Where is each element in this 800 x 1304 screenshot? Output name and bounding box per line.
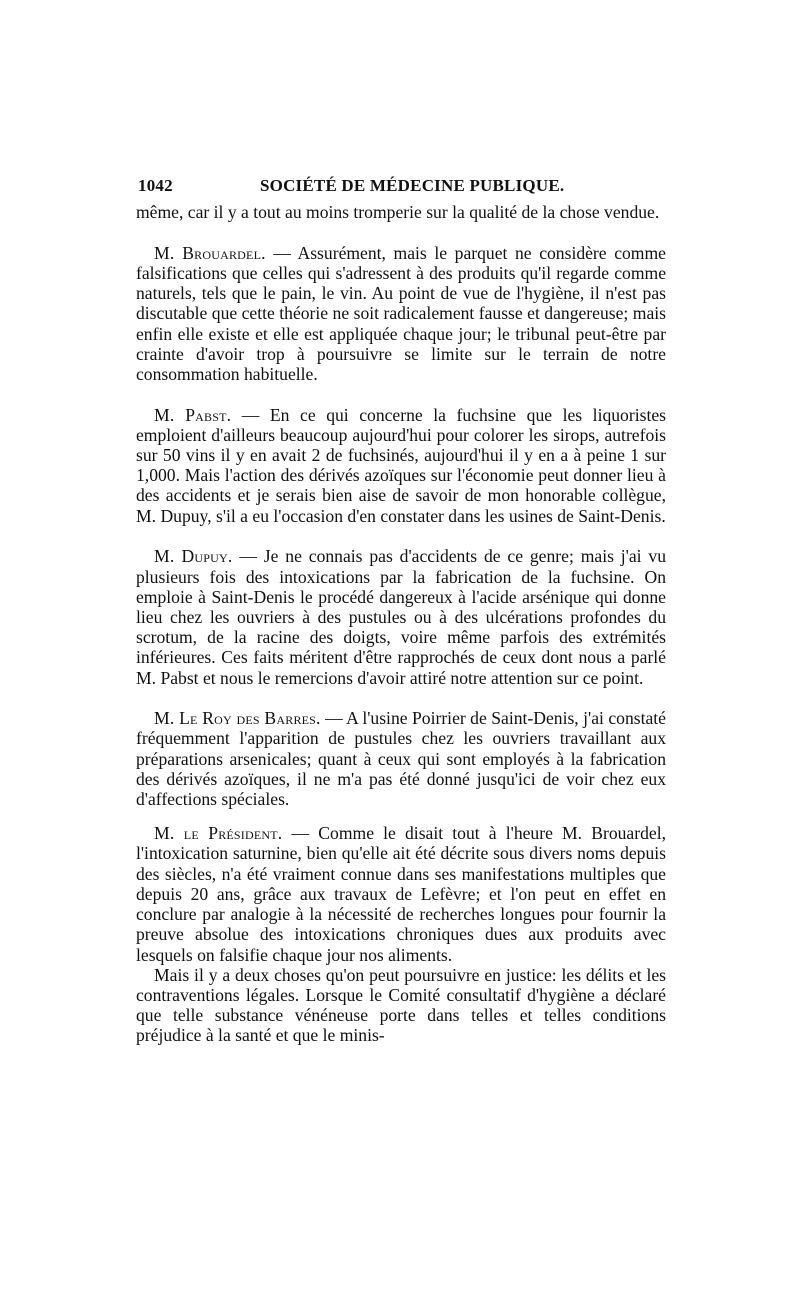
page [136, 176, 666, 1046]
speaker-name: M. Le Roy des Barres. [154, 708, 321, 729]
speaker-name: M. Dupuy. [154, 546, 233, 567]
paragraph-text: même, car il y a tout au moins tromperie sur la qualité de la chose vendue. [136, 202, 660, 222]
running-title: SOCIÉTÉ DE MÉDECINE PUBLIQUE. [260, 176, 565, 195]
page-number: 1042 [138, 176, 173, 195]
speaker-name: M. Pabst. [154, 404, 232, 425]
paragraph-dupuy [136, 546, 666, 687]
speaker-name: M. Brouardel. [154, 242, 266, 263]
paragraph-continuation [136, 202, 666, 222]
paragraph-text: — Je ne connais pas d'accidents de ce genre; mais j'ai vu plusieurs fois des intoxications par la fabrication de la fuchsine. On emploie à Saint-Denis le procédé dangereux à l'acide arsénique qui donne lieu chez les ouvriers à des pustules ou à des ulcérations profondes du scrotum, de la racine des doigts, voire même parfois des extrémités inférieures. Ces faits méritent d'être rapprochés de ceux dont nous a parlé M. Pabst et nous le remercions d'avoir attiré notre attention sur ce point. [136, 546, 666, 688]
running-head [136, 176, 666, 202]
paragraph-text: — Assurément, mais le parquet ne considère comme falsifications que celles qui s'adressent à des produits qu'il regarde comme naturels, tels que le pain, le vin. Au point de vue de l'hygiène, il n'est pas discutable que cette théorie ne soit radicalement fausse et dangereuse; mais enfin elle existe et elle est appliquée chaque jour; le tribunal peut-être par crainte d'avoir trop à poursuivre se limite sur le terrain de notre consommation habituelle. [136, 242, 666, 384]
paragraph-pabst [136, 405, 666, 526]
paragraph-president [136, 823, 666, 964]
paragraph-text: Mais il y a deux choses qu'on peut poursuivre en justice: les délits et les contraventions légales. Lorsque le Comité consultatif d'hygiène a déclaré que telle substance vénéneuse porte dans telles et telles conditions préjudice à la santé et que le minis- [136, 964, 666, 1046]
paragraph-brouardel [136, 243, 666, 384]
paragraph-text: — A l'usine Poirrier de Saint-Denis, j'ai constaté fréquemment l'apparition de pustules chez les ouvriers travaillant aux préparations arsenicales; quant à ceux qui sont employés à la fabrication des dérivés azoïques, il ne m'a pas été donné jusqu'ici de voir chez eux d'affections spéciales. [136, 708, 666, 810]
paragraph-le-roy-des-barres [136, 708, 666, 809]
paragraph-text: — En ce qui concerne la fuchsine que les liquoristes emploient d'ailleurs beaucoup aujourd'hui pour colorer les sirops, autrefois sur 50 vins il y en avait 2 de fuchsinés, aujourd'hui il y en a à peine 1 sur 1,000. Mais l'action des dérivés azoïques sur l'économie peut donner lieu à des accidents et je serais bien aise de savoir de mon honorable collègue, M. Dupuy, s'il a eu l'occasion d'en constater dans les usines de Saint-Denis. [136, 404, 666, 526]
paragraph-president-continued [136, 965, 666, 1046]
paragraph-text: — Comme le disait tout à l'heure M. Brouardel, l'intoxication saturnine, bien qu'elle ait été décrite sous divers noms depuis des siècles, n'a été vraiment connue dans ses manifestations multiples que depuis 20 ans, grâce aux travaux de Lefèvre; et l'on peut en effet en conclure par analogie à la nécessité de recherches longues pour fournir la preuve absolue des intoxications chroniques dues aux produits avec lesquels on falsifie chaque jour nos aliments. [136, 823, 666, 965]
speaker-name: M. le Président. [154, 823, 283, 844]
